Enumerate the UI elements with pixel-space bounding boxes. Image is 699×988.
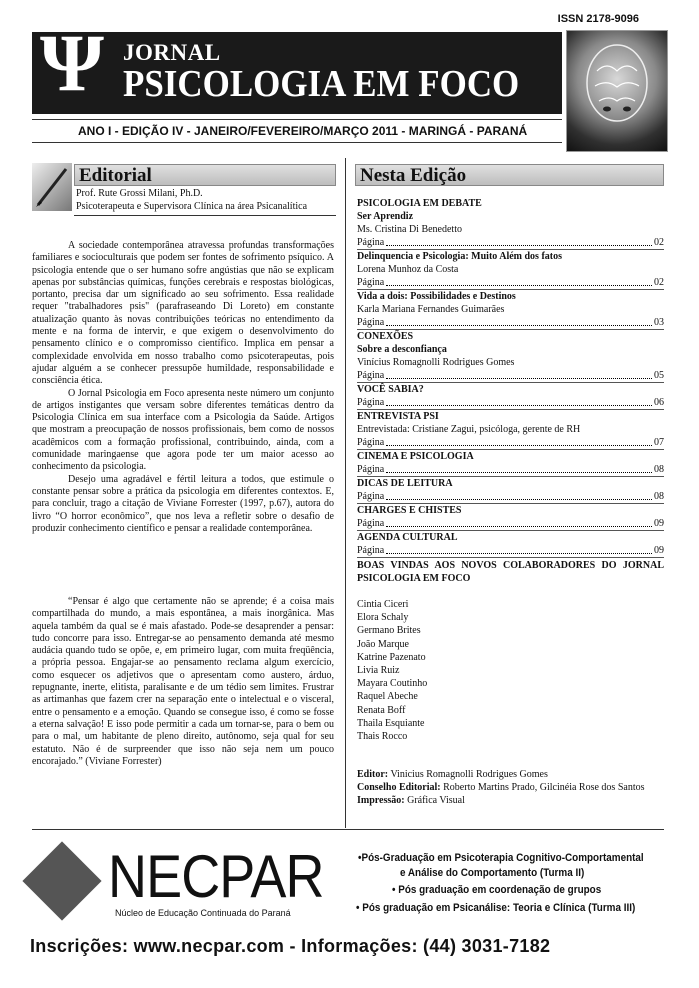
brain-head-illustration-icon xyxy=(566,30,668,152)
toc-title: Delinquencia e Psicologia: Muito Além dos fatos xyxy=(357,251,562,262)
toc-page-number: 05 xyxy=(654,370,664,381)
toc-page-row xyxy=(357,436,664,450)
toc-author: Ms. Cristina Di Benedetto xyxy=(357,224,462,235)
toc-page-label: Página xyxy=(357,437,385,448)
toc-section: VOCÊ SABIA? xyxy=(357,384,424,395)
toc-page-row xyxy=(357,316,664,330)
toc-page-label: Página xyxy=(357,464,385,475)
board-label: Conselho Editorial: xyxy=(357,782,441,793)
toc-entry xyxy=(357,197,664,250)
toc-leader-dots xyxy=(386,517,652,527)
toc-author: Vinícius Romagnolli Rodrigues Gomes xyxy=(357,357,515,368)
editor-label: Editor: xyxy=(357,769,389,780)
editorial-author-rule xyxy=(74,215,336,216)
editorial-body xyxy=(32,240,334,535)
toc-leader-dots xyxy=(386,463,652,473)
toc-leader-dots xyxy=(386,369,652,379)
issue-line: ANO I - EDIÇÃO IV - JANEIRO/FEVEREIRO/MARÇO 2011 - MARINGÁ - PARANÁ xyxy=(78,124,528,138)
toc-entry xyxy=(357,250,664,290)
toc-page-label: Página xyxy=(357,545,385,556)
collaborator-name: Raquel Abeche xyxy=(357,691,418,703)
print-label: Impressão: xyxy=(357,795,405,806)
toc-page-number: 02 xyxy=(654,237,664,248)
toc-title: Vida a dois: Possibilidades e Destinos xyxy=(357,291,516,302)
toc-section: ENTREVISTA PSI xyxy=(357,411,439,422)
toc-title: Ser Aprendiz xyxy=(357,211,414,222)
necpar-badge-icon xyxy=(22,841,101,920)
toc-page-label: Página xyxy=(357,491,385,502)
board-names: Roberto Martins Prado, Gilcinéia Rose dos Santos xyxy=(443,782,645,793)
collaborator-name: Thaila Esquiante xyxy=(357,717,425,729)
toc-page-label: Página xyxy=(357,370,385,381)
collaborator-list xyxy=(357,598,427,743)
toc-leader-dots xyxy=(386,396,652,406)
toc-entry xyxy=(357,383,664,410)
credits-board xyxy=(357,781,664,794)
toc-leader-dots xyxy=(386,544,652,554)
header-rule-top xyxy=(32,119,562,120)
header-rule-bottom xyxy=(32,142,562,143)
toc-page-number: 09 xyxy=(654,518,664,529)
toc-page-label: Página xyxy=(357,277,385,288)
necpar-subtitle: Núcleo de Educação Continuada do Paraná xyxy=(115,908,291,918)
issn-label: ISSN 2178-9096 xyxy=(557,13,639,25)
toc-leader-dots xyxy=(386,236,652,246)
toc-page-number: 03 xyxy=(654,317,664,328)
toc-page-row xyxy=(357,369,664,383)
course-item: • Pós graduação em Psicanálise: Teoria e Clínica (Turma III) xyxy=(356,902,636,914)
footer-rule xyxy=(32,829,664,830)
toc-page-row xyxy=(357,490,664,504)
toc-section: PSICOLOGIA EM DEBATE xyxy=(357,198,482,209)
column-divider xyxy=(345,158,346,828)
collaborator-name: Renata Boff xyxy=(357,704,406,716)
collaborator-name: Livia Ruiz xyxy=(357,665,400,677)
toc-entry xyxy=(357,531,664,558)
toc-page-label: Página xyxy=(357,317,385,328)
toc-page-label: Página xyxy=(357,397,385,408)
collaborator-name: Katrine Pazenato xyxy=(357,651,426,663)
toc-section: CINEMA E PSICOLOGIA xyxy=(357,451,474,462)
collaborator-name: Elora Schaly xyxy=(357,612,409,624)
journal-title: PSICOLOGIA EM FOCO xyxy=(123,63,520,105)
credits-editor xyxy=(357,768,664,781)
credits-block xyxy=(357,768,664,807)
toc-page-number: 02 xyxy=(654,277,664,288)
toc-page-number: 09 xyxy=(654,545,664,556)
collaborator-name: Thais Rocco xyxy=(357,731,408,743)
toc-entry xyxy=(357,477,664,504)
toc-page-number: 06 xyxy=(654,397,664,408)
toc-section: DICAS DE LEITURA xyxy=(357,478,453,489)
psi-logo-icon: Ψ xyxy=(40,17,104,108)
toc-entry xyxy=(357,410,664,450)
editorial-quote: “Pensar é algo que certamente não se aprende; é a coisa mais compartilhada do mundo, a mais espontânea, a mais inorgânica. Mas aquela também da qual se é mais afastado. Pode-se desaprender a pensar: tudo concorre para isso. Entregar-se ao pensamento demanda até mesmo audácia quando tudo se opõe, e, em primeiro lugar, com muita freqüência, a própria pessoa. Engajar-se ao pensamento reclama algum exercício, como esquecer os adjetivos que o apresentam como austero, árduo, repugnante, inerte, elitista, paralisante e de um tédio sem limites. Frustrar as artimanhas que fazem crer na separação ente o intelectual e o visceral, entre o pensamento e a emoção. Quando se consegue isso, é como se fosse a eterna salvação! E isso pode permitir a cada um tornar-se, para o bem ou para o mal, um habitante de pleno direito, autônomo, seja qual for seu estatuto. Não é de surpreender que isso não seja nem um pouco encorajado.” (Viviane Forrester) xyxy=(32,596,334,767)
toc-page-number: 07 xyxy=(654,437,664,448)
editorial-author: Prof. Rute Grossi Milani, Ph.D. xyxy=(76,188,203,199)
journal-label: JORNAL xyxy=(123,40,221,65)
toc-section: AGENDA CULTURAL xyxy=(357,532,458,543)
toc-author: Karla Mariana Fernandes Guimarães xyxy=(357,304,505,315)
toc-page-label: Página xyxy=(357,518,385,529)
toc-heading: Nesta Edição xyxy=(355,164,664,186)
editorial-paragraph: Desejo uma agradável e fértil leitura a todos, que estimule o constante pensar sobre a prática da psicologia em diferentes contextos. E, para concluir, trago a citação de Viviane Forrester (1997, p.67), autora do livro “O horror econômico”, que nos leva a refletir sobre o desafio de produzir conhecimento científico e pensar a realidade contemporânea. xyxy=(32,473,334,534)
course-item: e Análise do Comportamento (Turma II) xyxy=(400,867,585,879)
editorial-paragraph: O Jornal Psicologia em Foco apresenta neste número um conjunto de artigos instigantes que versam sobre diferentes temáticas dentro da Psicologia Clínica em sua interface com a Psicologia da Saúde. Artigos que mostram a preocupação de nossos profissionais, bem como de nossos acadêmicos com a formação profissional, contribuindo, ainda, com a comunidade maringaense que agora pode ter um maior acesso ao conhecimento da psicologia. xyxy=(32,387,334,473)
course-item: • Pós graduação em coordenação de grupos xyxy=(392,884,602,896)
toc-leader-dots xyxy=(386,316,652,326)
footer-contact: Inscrições: www.necpar.com - Informações: (44) 3031-7182 xyxy=(30,936,551,956)
toc-page-row xyxy=(357,396,664,410)
toc-list xyxy=(357,197,664,558)
course-item: •Pós-Graduação em Psicoterapia Cognitivo-Comportamental xyxy=(358,852,644,864)
toc-page-number: 08 xyxy=(654,464,664,475)
toc-page-label: Página xyxy=(357,237,385,248)
toc-section: CHARGES E CHISTES xyxy=(357,505,462,516)
pen-writing-icon xyxy=(32,163,72,211)
toc-page-row xyxy=(357,276,664,290)
toc-page-number: 08 xyxy=(654,491,664,502)
welcome-heading: BOAS VINDAS AOS NOVOS COLABORADORES DO JORNAL PSICOLOGIA EM FOCO xyxy=(357,560,664,584)
toc-section: CONEXÕES xyxy=(357,331,414,342)
toc-page-row xyxy=(357,544,664,558)
editor-name: Vinicius Romagnolli Rodrigues Gomes xyxy=(390,769,548,780)
collaborator-name: Germano Brites xyxy=(357,625,421,637)
toc-entry xyxy=(357,330,664,383)
toc-page-row xyxy=(357,517,664,531)
toc-entry xyxy=(357,504,664,531)
toc-author: Lorena Munhoz da Costa xyxy=(357,264,459,275)
necpar-logo: NECPAR xyxy=(108,843,324,910)
credits-print xyxy=(357,794,664,807)
toc-page-row xyxy=(357,236,664,250)
editorial-heading: Editorial xyxy=(74,164,336,186)
toc-page-row xyxy=(357,463,664,477)
collaborator-name: Mayara Coutinho xyxy=(357,678,428,690)
collaborator-name: Cintia Ciceri xyxy=(357,599,409,610)
toc-entry xyxy=(357,290,664,330)
toc-leader-dots xyxy=(386,276,652,286)
toc-leader-dots xyxy=(386,490,652,500)
toc-entry xyxy=(357,450,664,477)
editorial-author-role: Psicoterapeuta e Supervisora Clínica na área Psicanalítica xyxy=(76,201,308,212)
print-name: Gráfica Visual xyxy=(407,795,465,806)
editorial-paragraph: A sociedade contemporânea atravessa profundas transformações familiares e socioculturais que podem ser fontes de sofrimento psíquico. A psicologia entende que o ser humano sofre angústias que não se explicam apenas por substâncias químicas, funções cerebrais e respostas biológicas, portanto, precisa dar um significado ao seu sofrimento. Essa realidade requer "trabalhadores psis" (parafraseando Di Loreto) em constante atualização quanto às novas contribuições teóricas no entendimento da mente e na forma de intervir, e que exigem o desenvolvimento do pensamento clínico e o compromisso científico. Implica em pensar a complexidade envolvida em nosso trabalho como psicoterapeutas, pois ajudar alguém a se conhecer pressupõe humildade, responsabilidade e consciência ética. xyxy=(32,240,334,387)
toc-author: Entrevistada: Cristiane Zagui, psicóloga, gerente de RH xyxy=(357,424,581,435)
toc-title: Sobre a desconfiança xyxy=(357,344,447,355)
toc-leader-dots xyxy=(386,436,652,446)
collaborator-name: João Marque xyxy=(357,638,409,650)
